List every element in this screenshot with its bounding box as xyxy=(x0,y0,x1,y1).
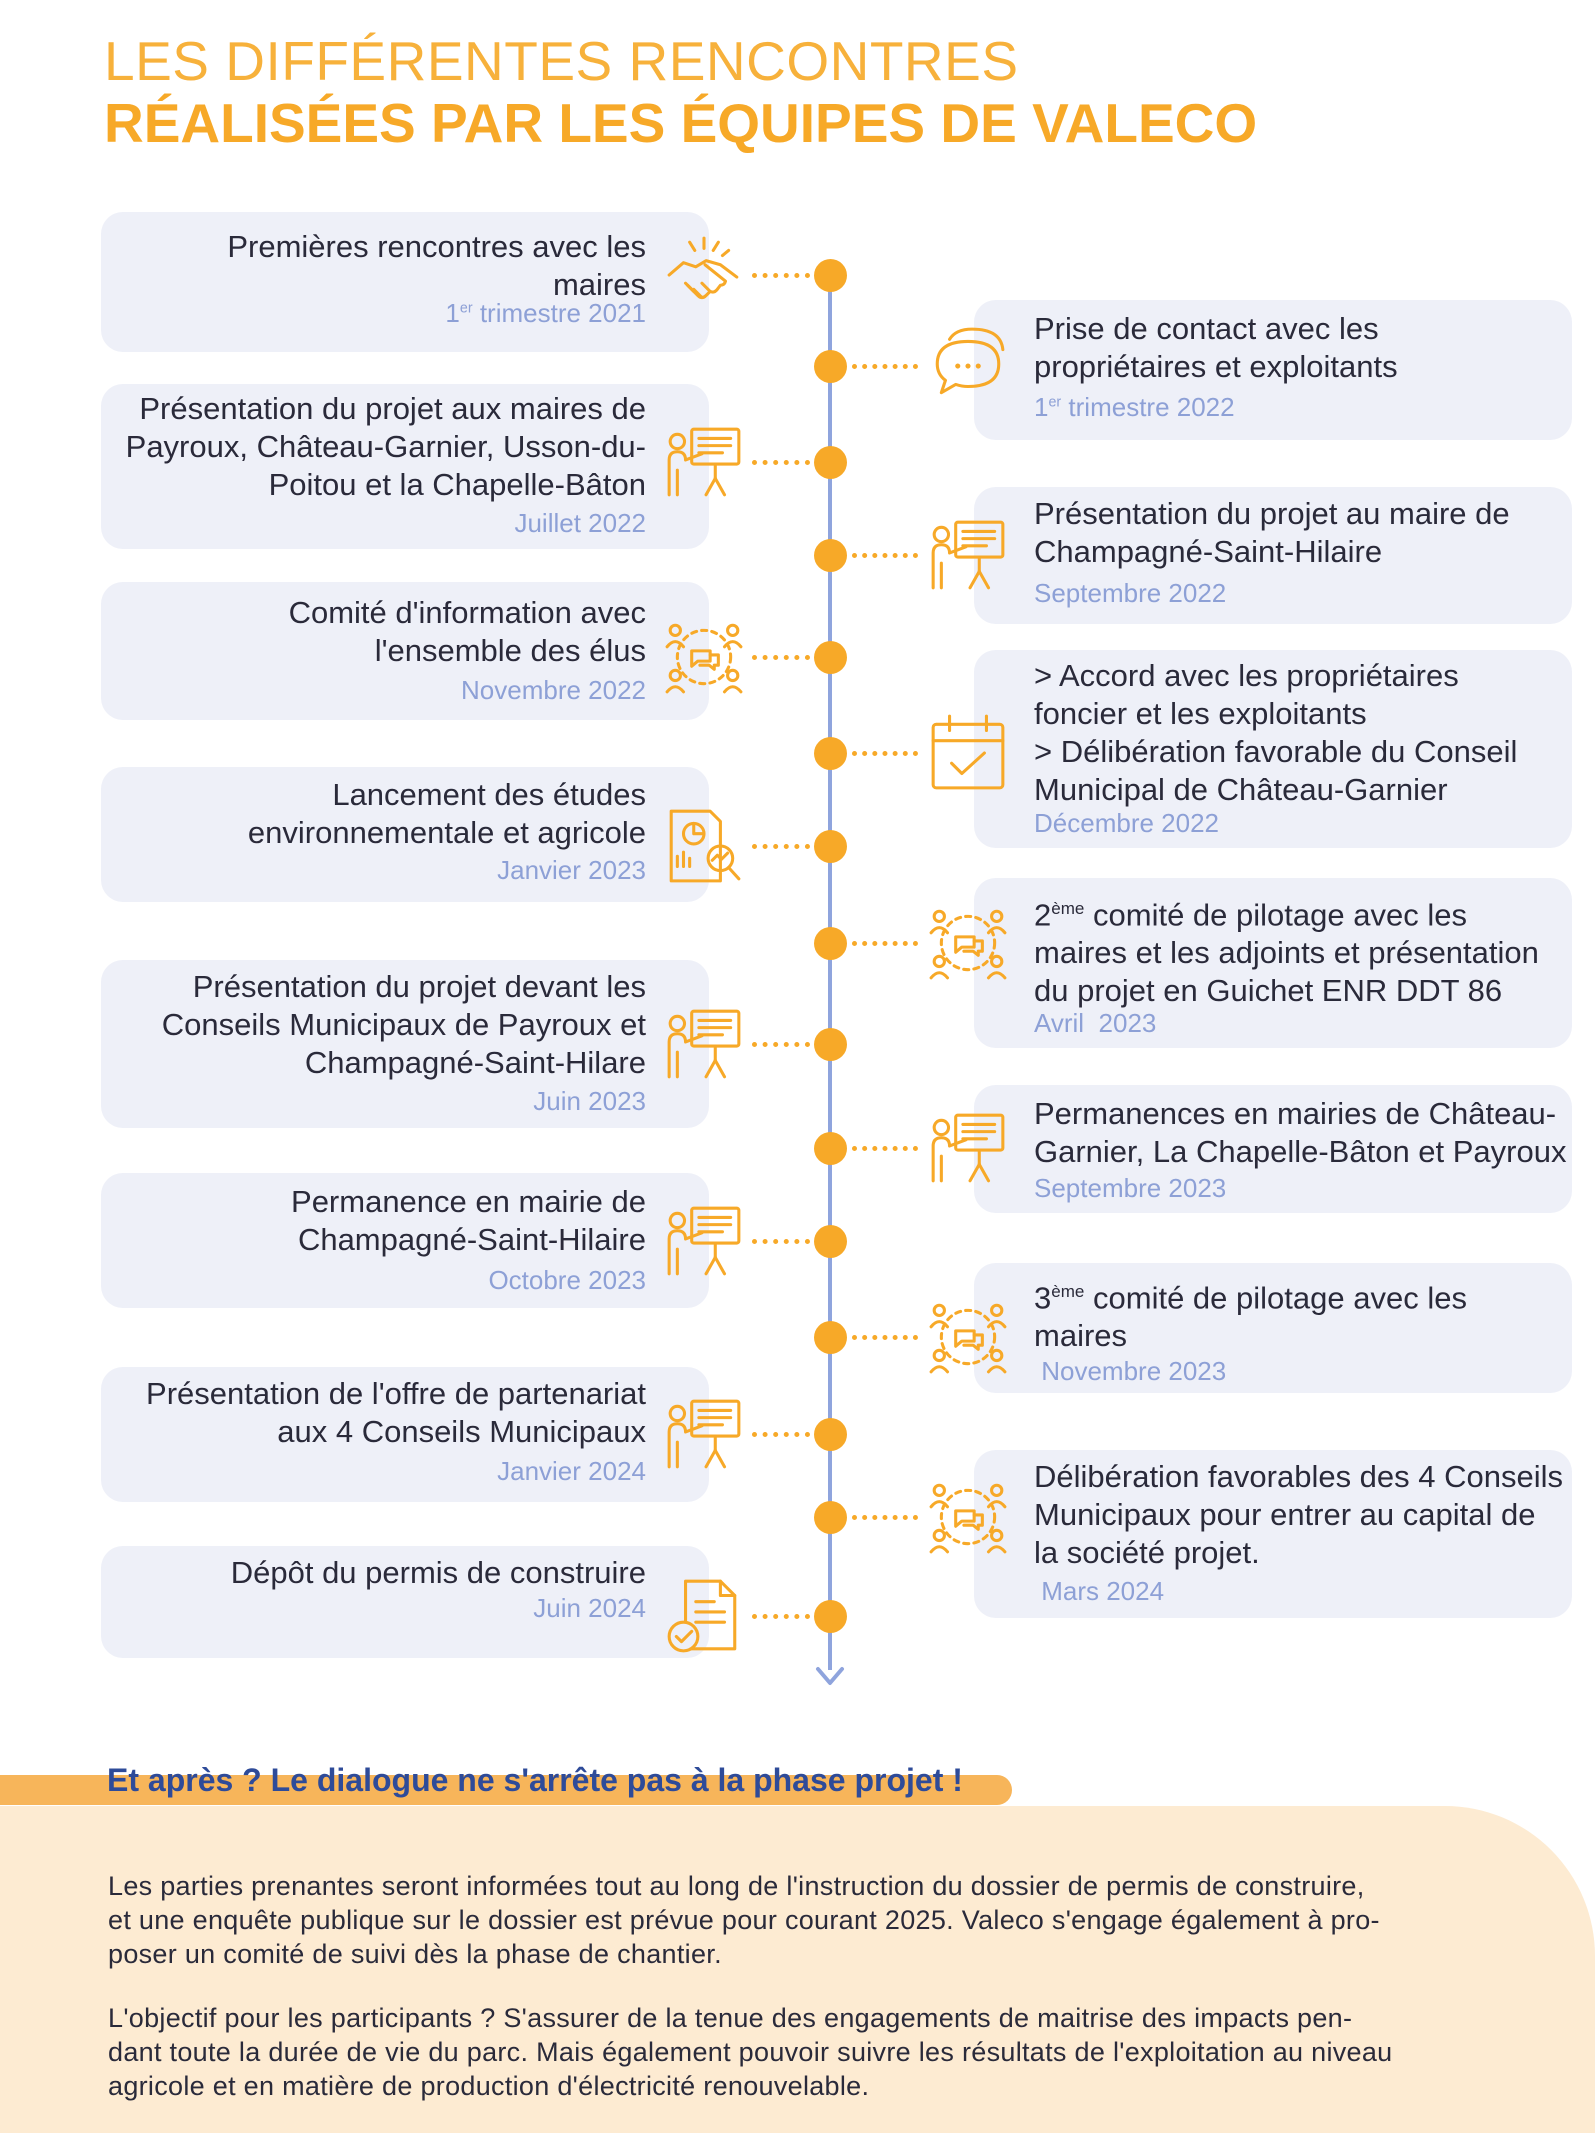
timeline-dot xyxy=(814,1501,847,1534)
event-line: propriétaires et exploitants xyxy=(1034,349,1398,384)
timeline-dot xyxy=(814,446,847,479)
event-date: Avril 2023 xyxy=(1034,1008,1157,1038)
event-line: Premières rencontres avec les xyxy=(227,229,646,264)
connector-dots xyxy=(752,1614,810,1619)
event-description xyxy=(1034,310,1398,386)
event-description xyxy=(1034,1273,1467,1355)
arrow-down-icon xyxy=(814,1655,846,1687)
left-event-card xyxy=(101,1173,709,1308)
connector-dots xyxy=(852,941,918,946)
left-event-card xyxy=(101,1546,709,1658)
connector-dots xyxy=(752,273,810,278)
paragraph-line: poser un comité de suivi dès la phase de chantier. xyxy=(108,1939,722,1969)
event-description xyxy=(1034,657,1517,809)
connector-dots xyxy=(752,460,810,465)
event-line: environnementale et agricole xyxy=(247,815,646,850)
group-discussion-icon xyxy=(663,616,745,698)
timeline-dot xyxy=(814,1132,847,1165)
connector-dots xyxy=(752,1432,810,1437)
title-line-2: RÉALISÉES PAR LES ÉQUIPES DE VALECO xyxy=(104,92,1258,154)
connector-dots xyxy=(752,844,810,849)
line-text: comité de pilotage avec les xyxy=(1084,1280,1467,1316)
event-date: Novembre 2022 xyxy=(461,675,646,705)
event-description xyxy=(126,390,646,504)
event-line: Payroux, Château-Garnier, Usson-du- xyxy=(125,429,646,464)
event-date: Décembre 2022 xyxy=(1034,808,1219,838)
paragraph-line: et une enquête publique sur le dossier est prévue pour courant 2025. Valeco s'engage également à pro- xyxy=(108,1905,1380,1935)
right-event-card xyxy=(974,878,1572,1048)
event-description xyxy=(248,776,646,852)
ordinal-suffix: ème xyxy=(1051,1282,1085,1301)
event-line: Présentation de l'offre de partenariat xyxy=(146,1376,646,1411)
connector-dots xyxy=(852,553,918,558)
timeline-dot xyxy=(814,1225,847,1258)
presentation-icon xyxy=(927,1107,1009,1189)
paragraph-1 xyxy=(108,1869,1528,1971)
event-line xyxy=(1034,890,1539,934)
page-title xyxy=(104,30,1404,154)
timeline-dot xyxy=(814,539,847,572)
event-description xyxy=(1034,1095,1566,1171)
right-event-card xyxy=(974,1263,1572,1393)
event-line: la société projet. xyxy=(1034,1535,1260,1570)
group-discussion-icon xyxy=(927,1476,1009,1558)
event-line: foncier et les exploitants xyxy=(1034,696,1367,731)
title-line-1: LES DIFFÉRENTES RENCONTRES xyxy=(104,30,1019,92)
event-date: Octobre 2023 xyxy=(488,1265,646,1295)
date-suffix: er xyxy=(1048,394,1062,411)
timeline-dot xyxy=(814,927,847,960)
event-line: maires et les adjoints et présentation xyxy=(1034,935,1539,971)
connector-dots xyxy=(752,1239,810,1244)
paragraph-line: dant toute la durée de vie du parc. Mais également pouvoir suivre les résultats de l'exploitation au niveau xyxy=(108,2037,1393,2067)
right-event-card xyxy=(974,1085,1572,1213)
event-line: Présentation du projet au maire de xyxy=(1034,496,1510,531)
timeline-dot xyxy=(814,737,847,770)
left-event-card xyxy=(101,960,709,1128)
event-line: Champagné-Saint-Hilaire xyxy=(297,1222,646,1257)
left-event-card xyxy=(101,212,709,352)
event-line: Délibération favorables des 4 Conseils xyxy=(1034,1459,1564,1494)
event-description xyxy=(291,1183,646,1259)
event-line: > Accord avec les propriétaires xyxy=(1034,658,1459,693)
event-line: Champagné-Saint-Hilare xyxy=(304,1045,646,1080)
presentation-icon xyxy=(663,1393,745,1475)
timeline-dot xyxy=(814,1600,847,1633)
event-description xyxy=(227,228,646,304)
event-description xyxy=(231,1554,646,1592)
timeline-dot xyxy=(814,1418,847,1451)
event-line: Permanence en mairie de xyxy=(291,1184,646,1219)
event-line xyxy=(1034,1273,1467,1317)
presentation-icon xyxy=(663,1200,745,1282)
event-date: Novembre 2023 xyxy=(1034,1356,1227,1386)
event-date: Septembre 2023 xyxy=(1034,1173,1227,1203)
event-line: maires xyxy=(552,267,646,302)
group-discussion-icon xyxy=(927,1296,1009,1378)
event-description xyxy=(1034,890,1539,1010)
timeline-dot xyxy=(814,259,847,292)
date-suffix: er xyxy=(459,300,473,317)
paragraph-line: Les parties prenantes seront informées tout au long de l'instruction du dossier de permis de construire, xyxy=(108,1871,1365,1901)
date-number: 1 xyxy=(1034,392,1049,422)
right-event-card xyxy=(974,487,1572,624)
event-date xyxy=(1034,392,1235,423)
event-date: Juillet 2022 xyxy=(514,508,646,538)
event-line: l'ensemble des élus xyxy=(374,633,646,668)
connector-dots xyxy=(852,364,918,369)
event-line: aux 4 Conseils Municipaux xyxy=(277,1414,646,1449)
document-check-icon xyxy=(663,1575,745,1657)
presentation-icon xyxy=(663,421,745,503)
right-event-card xyxy=(974,1450,1572,1618)
event-line: Municipaux pour entrer au capital de xyxy=(1034,1497,1536,1532)
connector-dots xyxy=(752,655,810,660)
paragraph-line: agricole et en matière de production d'électricité renouvelable. xyxy=(108,2071,870,2101)
right-event-card xyxy=(974,300,1572,440)
ordinal-number: 3 xyxy=(1034,1280,1052,1316)
chat-bubbles-icon xyxy=(927,325,1009,407)
timeline-dot xyxy=(814,1321,847,1354)
event-date xyxy=(445,298,646,329)
event-line: maires xyxy=(1034,1318,1128,1354)
left-event-card xyxy=(101,582,709,720)
event-line: Comité d'information avec xyxy=(288,595,646,630)
event-line: Champagné-Saint-Hilaire xyxy=(1034,534,1383,569)
left-event-card xyxy=(101,384,709,549)
event-line: Poitou et la Chapelle-Bâton xyxy=(268,467,646,502)
event-date: Janvier 2023 xyxy=(497,855,646,885)
event-date: Janvier 2024 xyxy=(497,1456,646,1486)
banner-heading: Et après ? Le dialogue ne s'arrête pas à la phase projet ! xyxy=(107,1762,963,1798)
presentation-icon xyxy=(927,514,1009,596)
connector-dots xyxy=(852,1146,918,1151)
left-event-card xyxy=(101,1367,709,1502)
event-description xyxy=(146,1375,646,1451)
report-analysis-icon xyxy=(663,805,745,887)
event-date: Mars 2024 xyxy=(1034,1576,1165,1606)
paragraph-2 xyxy=(108,2001,1528,2103)
timeline-dot xyxy=(814,1028,847,1061)
ordinal-suffix: ème xyxy=(1051,899,1085,918)
event-description xyxy=(289,594,646,670)
date-text: trimestre 2022 xyxy=(1061,392,1235,422)
paragraph-line: L'objectif pour les participants ? S'assurer de la tenue des engagements de maitrise des impacts pen- xyxy=(108,2003,1353,2033)
event-line: Présentation du projet aux maires de xyxy=(139,391,646,426)
event-line: Dépôt du permis de construire xyxy=(230,1555,646,1590)
event-description xyxy=(1034,495,1510,571)
event-line: Lancement des études xyxy=(332,777,646,812)
left-event-card xyxy=(101,767,709,902)
connector-dots xyxy=(852,1335,918,1340)
event-line: Présentation du projet devant les xyxy=(192,969,646,1004)
connector-dots xyxy=(852,751,918,756)
line-text: comité de pilotage avec les xyxy=(1084,897,1467,933)
presentation-icon xyxy=(663,1003,745,1085)
connector-dots xyxy=(752,1042,810,1047)
event-date: Juin 2023 xyxy=(533,1086,646,1116)
handshake-icon xyxy=(663,234,745,316)
date-text: trimestre 2021 xyxy=(472,298,646,328)
event-date: Septembre 2022 xyxy=(1034,578,1227,608)
event-date: Juin 2024 xyxy=(533,1593,646,1623)
timeline-dot xyxy=(814,350,847,383)
event-line: Conseils Municipaux de Payroux et xyxy=(161,1007,646,1042)
event-line: Permanences en mairies de Château- xyxy=(1034,1096,1557,1131)
event-line: du projet en Guichet ENR DDT 86 xyxy=(1034,973,1503,1009)
timeline-dot xyxy=(814,641,847,674)
event-description xyxy=(162,968,646,1082)
event-line: > Délibération favorable du Conseil xyxy=(1034,734,1518,769)
ordinal-number: 2 xyxy=(1034,897,1052,933)
date-number: 1 xyxy=(445,298,460,328)
connector-dots xyxy=(852,1515,918,1520)
event-line: Garnier, La Chapelle-Bâton et Payroux xyxy=(1034,1134,1567,1169)
right-event-card xyxy=(974,650,1572,848)
timeline-dot xyxy=(814,830,847,863)
event-line: Municipal de Château-Garnier xyxy=(1034,772,1448,807)
event-line: Prise de contact avec les xyxy=(1034,311,1379,346)
calendar-check-icon xyxy=(927,712,1009,794)
group-discussion-icon xyxy=(927,902,1009,984)
event-description xyxy=(1034,1458,1563,1572)
